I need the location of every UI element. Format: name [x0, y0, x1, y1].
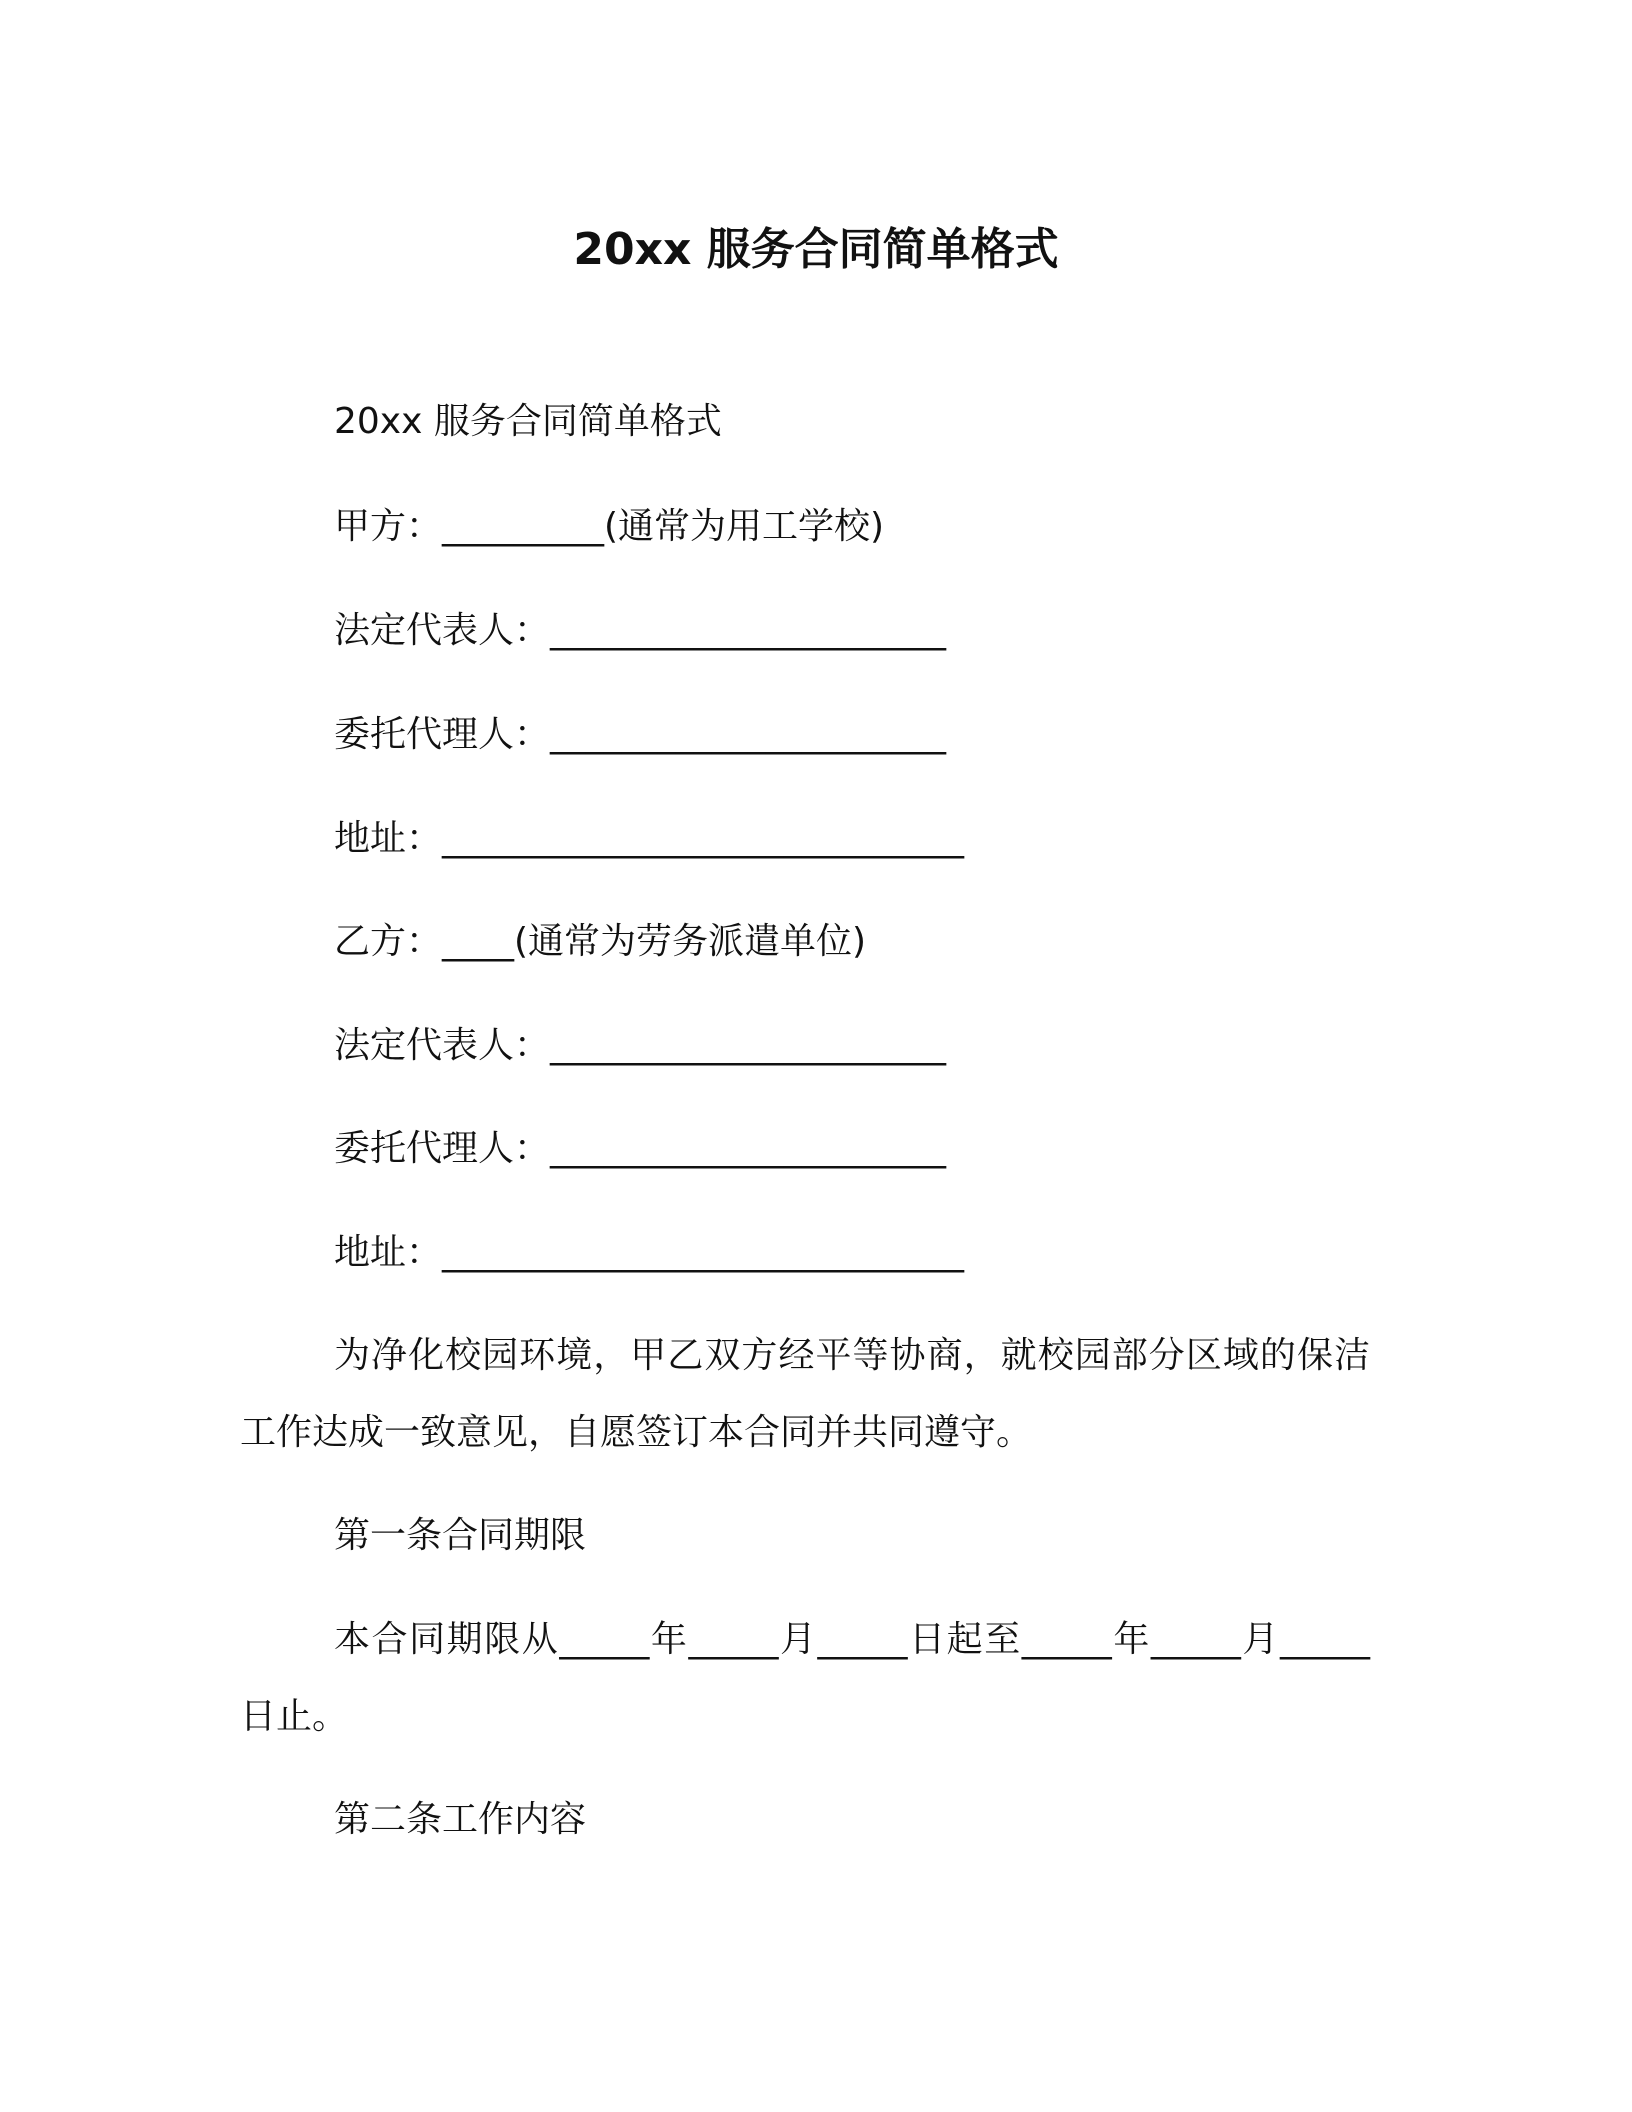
- party-b-address-line: 地址：_____________________________: [334, 1232, 965, 1273]
- article-1-paragraph: 本合同期限从_____年_____月_____日起至_____年_____月_____日止。: [240, 1619, 1370, 1737]
- party-b-line: 乙方：____(通常为劳务派遣单位): [334, 921, 867, 962]
- party-a-address-line: 地址：_____________________________: [334, 818, 965, 859]
- party-a-legal-rep-line: 法定代表人：______________________: [334, 610, 947, 651]
- article-2-heading: 第二条工作内容: [334, 1799, 587, 1840]
- subtitle-line: 20xx 服务合同简单格式: [334, 401, 722, 442]
- party-b-legal-rep-line: 法定代表人：______________________: [334, 1025, 947, 1066]
- article-1-heading: 第一条合同期限: [334, 1515, 587, 1556]
- party-a-line: 甲方：_________(通常为用工学校): [334, 506, 885, 547]
- party-b-agent-line: 委托代理人：______________________: [334, 1128, 947, 1169]
- party-a-agent-line: 委托代理人：______________________: [334, 714, 947, 755]
- document-title: 20xx 服务合同简单格式: [573, 224, 1059, 275]
- preamble-paragraph: 为净化校园环境，甲乙双方经平等协商，就校园部分区域的保洁工作达成一致意见，自愿签订本合同并共同遵守。: [240, 1335, 1370, 1453]
